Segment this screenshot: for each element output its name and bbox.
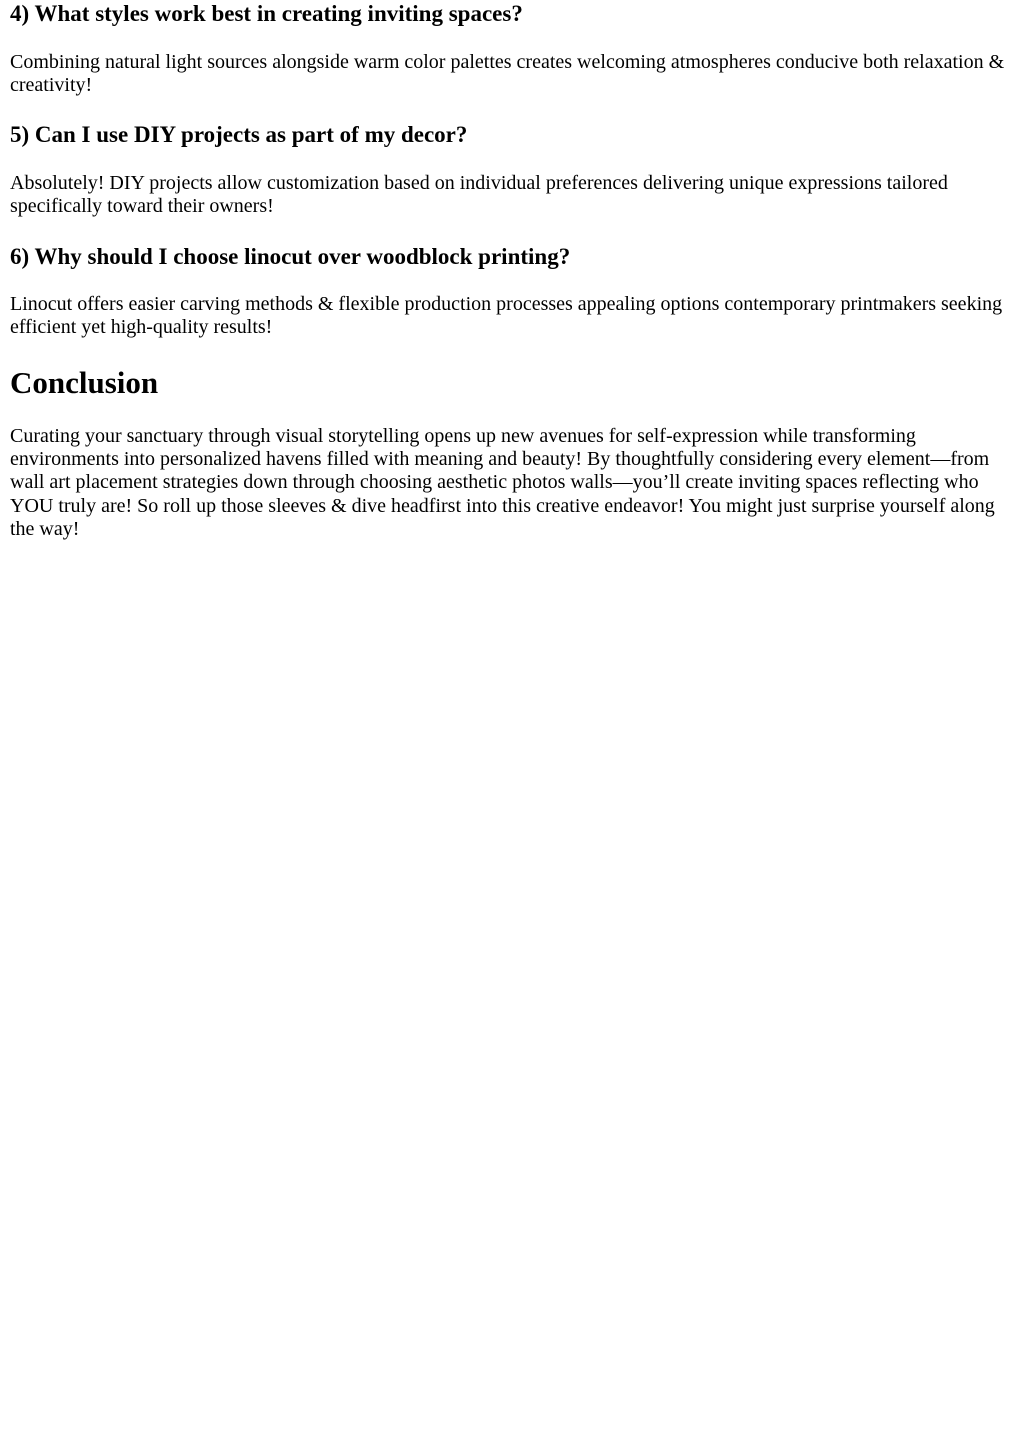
faq-section (10, 0, 1014, 340)
faq-answer: Linocut offers easier carving methods & flexible production processes appealing options contemporary printmakers seeking efficient yet high-quality results! (10, 293, 1003, 339)
faq-answer: Absolutely! DIY projects allow customization based on individual preferences delivering unique expressions tailored specifically toward their owners! (10, 171, 948, 217)
faq-answer: Combining natural light sources alongside warm color palettes creates welcoming atmospheres conducive both relaxation & creativity! (10, 51, 1005, 97)
conclusion-section (10, 365, 1014, 541)
faq-item (10, 243, 1014, 340)
faq-question: 6) Why should I choose linocut over woodblock printing? (10, 244, 571, 270)
article-content (0, 0, 1024, 541)
faq-item (10, 0, 1014, 98)
faq-question: 5) Can I use DIY projects as part of my decor? (10, 121, 468, 147)
faq-item (10, 121, 1014, 219)
conclusion-paragraph: Curating your sanctuary through visual storytelling opens up new avenues for self-expression while transforming environments into personalized havens filled with meaning and beauty! By thoughtfully considering every element—from wall art placement strategies down through choosing aesthetic photos walls—you’ll create inviting spaces reflecting who YOU truly are! So roll up those sleeves & dive headfirst into this creative endeavor! You might just surprise yourself along the way! (10, 424, 995, 540)
conclusion-heading: Conclusion (10, 364, 159, 400)
faq-question: 4) What styles work best in creating inviting spaces? (10, 1, 523, 26)
